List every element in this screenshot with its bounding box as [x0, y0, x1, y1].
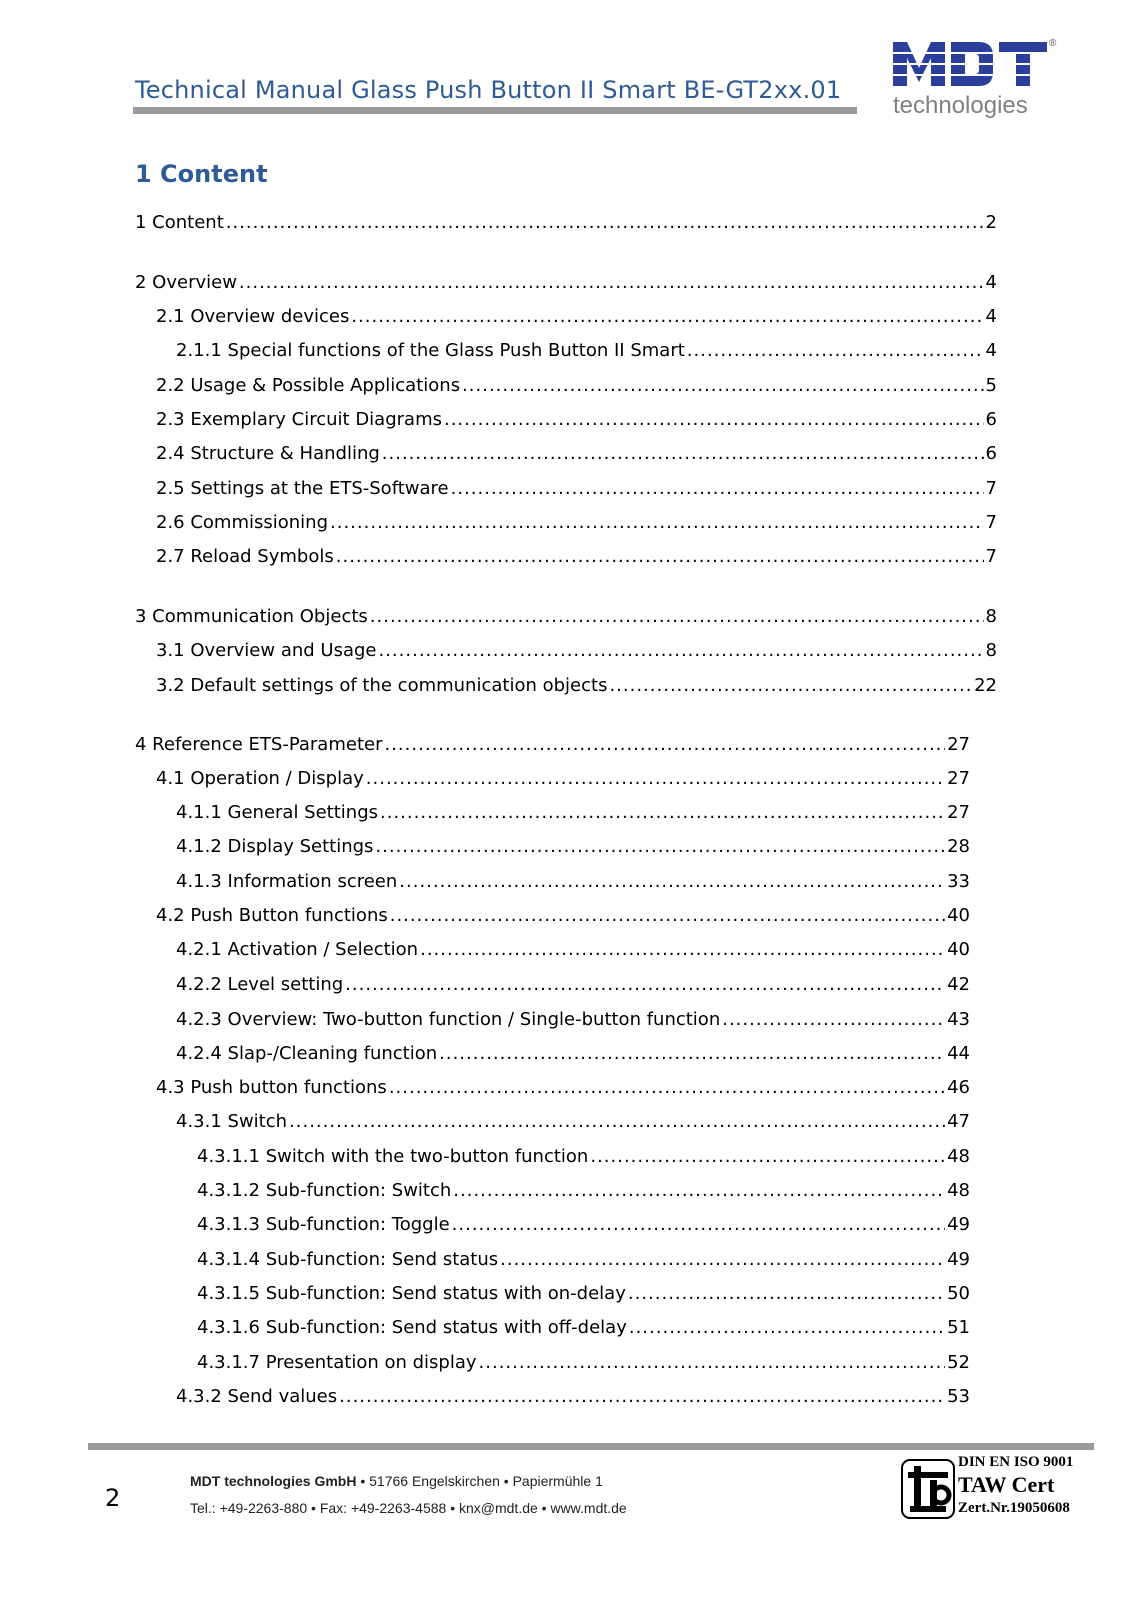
toc-entry[interactable]: [156, 640, 997, 664]
logo-technologies-text: technologies: [893, 92, 1028, 119]
toc-entry-label: 4.2 Push Button functions: [156, 905, 388, 926]
toc-entry-label: 4.3.1.1 Switch with the two-button function: [197, 1146, 589, 1167]
toc-entry-page: 33: [947, 871, 970, 892]
toc-entry-label: 2.4 Structure & Handling: [156, 443, 380, 464]
toc-leader-dots: [336, 546, 984, 567]
toc-entry-page: 4: [985, 272, 997, 293]
toc-entry-label: 4.3.1 Switch: [176, 1111, 288, 1132]
toc-entry-page: 27: [947, 802, 970, 823]
toc-entry[interactable]: [176, 836, 970, 860]
toc-entry-label: 4.2.1 Activation / Selection: [176, 939, 419, 960]
toc-leader-dots: [479, 1352, 946, 1373]
toc-entry-label: 2 Overview: [135, 272, 237, 293]
toc-entry-page: 40: [947, 939, 970, 960]
toc-entry-label: 1 Content: [135, 212, 224, 233]
header-title: Technical Manual Glass Push Button II Smart BE-GT2xx.01: [135, 76, 842, 104]
toc-entry[interactable]: [197, 1317, 970, 1341]
toc-entry[interactable]: [135, 272, 997, 296]
toc-leader-dots: [590, 1146, 945, 1167]
toc-entry-page: 4: [985, 306, 997, 327]
toc-entry-label: 4.3.1.2 Sub-function: Switch: [197, 1180, 452, 1201]
toc-leader-dots: [453, 1180, 945, 1201]
registered-mark: ®: [1049, 38, 1057, 49]
toc-leader-dots: [609, 675, 972, 696]
toc-entry[interactable]: [156, 905, 970, 929]
page-number: 2: [105, 1484, 121, 1512]
toc-entry-label: 4.2.2 Level setting: [176, 974, 344, 995]
toc-leader-dots: [399, 871, 945, 892]
toc-leader-dots: [420, 939, 945, 960]
toc-entry[interactable]: [156, 1077, 970, 1101]
toc-entry-label: 4.3 Push button functions: [156, 1077, 387, 1098]
toc-leader-dots: [390, 905, 945, 926]
toc-leader-dots: [452, 1214, 945, 1235]
toc-entry-page: 8: [985, 640, 997, 661]
mdt-logo: [893, 38, 1063, 124]
toc-entry[interactable]: [176, 1386, 970, 1410]
toc-leader-dots: [628, 1283, 945, 1304]
toc-entry-page: 22: [974, 675, 997, 696]
toc-entry[interactable]: [156, 512, 997, 536]
toc-entry-page: 42: [947, 974, 970, 995]
footer-address: [190, 1473, 603, 1489]
toc-entry[interactable]: [156, 546, 997, 570]
toc-entry[interactable]: [197, 1352, 970, 1376]
toc-entry-page: 40: [947, 905, 970, 926]
toc-entry[interactable]: [176, 1111, 970, 1135]
toc-entry-label: 4.3.1.5 Sub-function: Send status with on-delay: [197, 1283, 626, 1304]
toc-entry[interactable]: [156, 409, 997, 433]
toc-leader-dots: [226, 212, 984, 233]
toc-entry[interactable]: [135, 212, 997, 236]
toc-entry-page: 48: [947, 1180, 970, 1201]
toc-entry-label: 4.2.4 Slap-/Cleaning function: [176, 1043, 438, 1064]
toc-entry-label: 2.3 Exemplary Circuit Diagrams: [156, 409, 442, 430]
certification-badge: [900, 1454, 1095, 1524]
footer-company: MDT technologies GmbH: [190, 1473, 357, 1489]
toc-leader-dots: [375, 836, 945, 857]
toc-leader-dots: [289, 1111, 945, 1132]
toc-entry-label: 2.1.1 Special functions of the Glass Push Button II Smart: [176, 340, 685, 361]
toc-entry-label: 4.3.1.4 Sub-function: Send status: [197, 1249, 499, 1270]
toc-entry-label: 2.6 Commissioning: [156, 512, 329, 533]
toc-entry-page: 7: [985, 478, 997, 499]
toc-entry-label: 4.1 Operation / Display: [156, 768, 364, 789]
toc-entry-page: 27: [947, 734, 970, 755]
toc-entry[interactable]: [197, 1283, 970, 1307]
toc-entry-label: 4.1.1 General Settings: [176, 802, 379, 823]
toc-entry[interactable]: [176, 1009, 970, 1033]
toc-entry-label: 4.2.3 Overview: Two-button function / Single-button function: [176, 1009, 721, 1030]
toc-entry[interactable]: [156, 306, 997, 330]
toc-entry-page: 52: [947, 1352, 970, 1373]
toc-entry[interactable]: [135, 606, 997, 630]
toc-leader-dots: [389, 1077, 945, 1098]
toc-entry-page: 49: [947, 1249, 970, 1270]
toc-entry[interactable]: [176, 1043, 970, 1067]
toc-leader-dots: [439, 1043, 945, 1064]
toc-leader-dots: [722, 1009, 945, 1030]
toc-entry-page: 6: [985, 409, 997, 430]
toc-entry-page: 53: [947, 1386, 970, 1407]
footer-divider: [88, 1443, 1094, 1450]
toc-entry-label: 4.1.2 Display Settings: [176, 836, 374, 857]
toc-leader-dots: [382, 443, 984, 464]
toc-entry[interactable]: [176, 802, 970, 826]
toc-entry[interactable]: [176, 974, 970, 998]
toc-entry-label: 3.2 Default settings of the communication objects: [156, 675, 608, 696]
toc-entry-page: 46: [947, 1077, 970, 1098]
toc-entry-page: 48: [947, 1146, 970, 1167]
toc-entry-label: 3 Communication Objects: [135, 606, 368, 627]
toc-leader-dots: [370, 606, 984, 627]
toc-entry-page: 28: [947, 836, 970, 857]
toc-leader-dots: [239, 272, 984, 293]
toc-entry-page: 5: [985, 375, 997, 396]
toc-entry-page: 2: [985, 212, 997, 233]
toc-entry-label: 4.3.2 Send values: [176, 1386, 338, 1407]
toc-leader-dots: [500, 1249, 945, 1270]
toc-leader-dots: [380, 802, 945, 823]
toc-leader-dots: [378, 640, 983, 661]
section-heading: 1 Content: [135, 160, 268, 188]
toc-entry-label: 4 Reference ETS-Parameter: [135, 734, 383, 755]
cert-name: TAW Cert: [958, 1472, 1055, 1497]
toc-entry-label: 2.7 Reload Symbols: [156, 546, 334, 567]
toc-entry-page: 7: [985, 512, 997, 533]
toc-entry-label: 4.3.1.6 Sub-function: Send status with off-delay: [197, 1317, 627, 1338]
toc-leader-dots: [444, 409, 984, 430]
toc-entry-label: 4.3.1.3 Sub-function: Toggle: [197, 1214, 450, 1235]
toc-leader-dots: [351, 306, 983, 327]
toc-entry[interactable]: [156, 478, 997, 502]
toc-leader-dots: [345, 974, 945, 995]
toc-entry[interactable]: [176, 871, 970, 895]
toc-entry-page: 8: [985, 606, 997, 627]
footer-address-text: • 51766 Engelskirchen • Papiermühle 1: [360, 1473, 603, 1489]
toc-entry-label: 3.1 Overview and Usage: [156, 640, 377, 661]
toc-leader-dots: [339, 1386, 945, 1407]
toc-entry[interactable]: [197, 1214, 970, 1238]
toc-entry-page: 6: [985, 443, 997, 464]
toc-leader-dots: [687, 340, 984, 361]
toc-entry-page: 47: [947, 1111, 970, 1132]
toc-leader-dots: [462, 375, 983, 396]
toc-entry-page: 27: [947, 768, 970, 789]
cert-number: Zert.Nr.19050608: [958, 1500, 1070, 1516]
toc-entry-page: 50: [947, 1283, 970, 1304]
toc-entry-page: 51: [947, 1317, 970, 1338]
toc-entry[interactable]: [156, 375, 997, 399]
toc-entry[interactable]: [197, 1249, 970, 1273]
toc-entry-page: 49: [947, 1214, 970, 1235]
toc-leader-dots: [451, 478, 984, 499]
cert-standard: DIN EN ISO 9001: [958, 1454, 1074, 1470]
toc-entry[interactable]: [135, 734, 970, 758]
toc-entry-label: 4.1.3 Information screen: [176, 871, 398, 892]
header-divider: [133, 107, 857, 114]
toc-entry[interactable]: [156, 768, 970, 792]
toc-leader-dots: [366, 768, 945, 789]
toc-entry[interactable]: [176, 939, 970, 963]
toc-leader-dots: [330, 512, 984, 533]
toc-leader-dots: [384, 734, 945, 755]
toc-entry-page: 7: [985, 546, 997, 567]
toc-leader-dots: [629, 1317, 945, 1338]
toc-entry[interactable]: [156, 675, 997, 699]
toc-entry-label: 4.3.1.7 Presentation on display: [197, 1352, 477, 1373]
toc-entry-page: 44: [947, 1043, 970, 1064]
mdt-logo-mark: [893, 38, 1053, 90]
toc-entry[interactable]: [176, 340, 997, 364]
footer-contact: Tel.: +49-2263-880 • Fax: +49-2263-4588 • knx@mdt.de • www.mdt.de: [190, 1500, 627, 1516]
toc-entry-page: 4: [985, 340, 997, 361]
toc-entry-page: 43: [947, 1009, 970, 1030]
toc-entry-label: 2.2 Usage & Possible Applications: [156, 375, 461, 396]
toc-entry[interactable]: [197, 1180, 970, 1204]
toc-entry[interactable]: [156, 443, 997, 467]
taw-cert-logo-icon: [900, 1458, 956, 1520]
toc-entry-label: 2.1 Overview devices: [156, 306, 350, 327]
toc-entry[interactable]: [197, 1146, 970, 1170]
toc-entry-label: 2.5 Settings at the ETS-Software: [156, 478, 449, 499]
